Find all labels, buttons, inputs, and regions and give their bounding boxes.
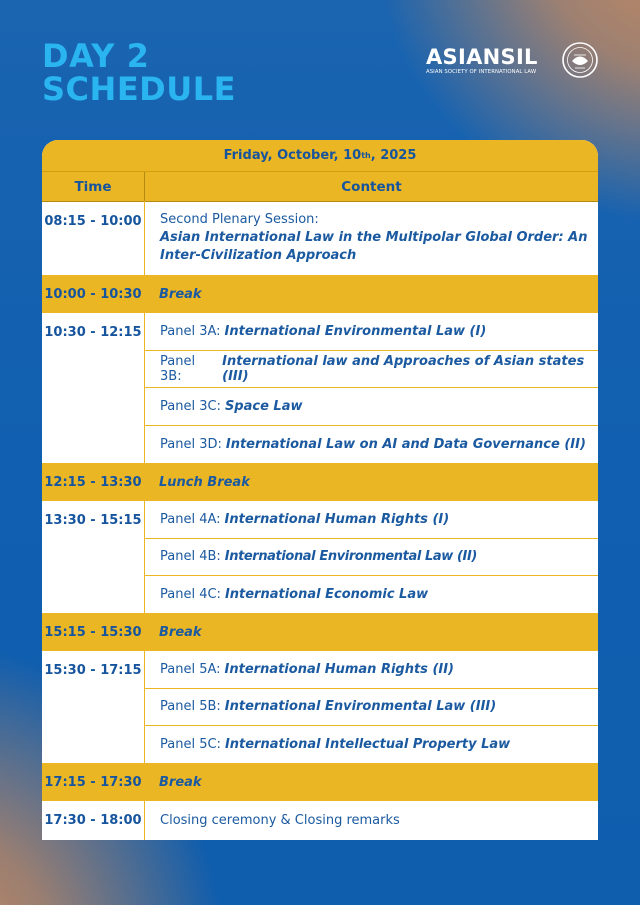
row-time: 08:15 - 10:00 <box>44 214 142 229</box>
panel-item <box>144 351 598 389</box>
date-prefix: Friday, October, 10 <box>223 148 362 163</box>
panel-prefix: Panel 5B: <box>160 699 221 715</box>
col-time-header: Time <box>74 178 112 195</box>
row-content: Break <box>159 624 202 640</box>
row-content: Lunch Break <box>159 474 250 490</box>
panel-item <box>144 501 598 539</box>
panel-item <box>144 313 598 351</box>
row-time: 10:30 - 12:15 <box>44 325 142 340</box>
panel-prefix: Panel 3A: <box>160 323 221 339</box>
break-row <box>42 463 598 501</box>
panel-title: International Environmental Law (I) <box>224 323 487 339</box>
page-title <box>42 37 236 108</box>
title-line-2: SCHEDULE <box>42 70 236 108</box>
panel-title: International law and Approaches of Asian states (III) <box>222 353 585 384</box>
panel-item <box>144 651 598 689</box>
panel-item <box>144 426 598 464</box>
panel-item <box>144 388 598 426</box>
panel-prefix: Panel 4A: <box>160 511 221 527</box>
panel-prefix: Panel 3B: <box>160 353 196 384</box>
column-header-row <box>42 171 598 202</box>
schedule-table <box>42 140 598 840</box>
panel-prefix: Panel 5C: <box>160 737 221 752</box>
panel-title: Space Law <box>224 398 303 414</box>
panel-title: International Environmental Law (III) <box>224 699 497 715</box>
row-time: 17:15 - 17:30 <box>44 774 142 790</box>
row-content: Break <box>159 774 202 790</box>
panel-prefix: Panel 3D: <box>160 436 222 452</box>
break-row <box>42 763 598 801</box>
table-row <box>42 801 598 840</box>
title-line-1: DAY 2 <box>42 37 150 75</box>
date-header <box>42 140 598 171</box>
break-row <box>42 275 598 313</box>
row-content: Closing ceremony & Closing remarks <box>144 801 598 840</box>
table-row <box>42 201 598 275</box>
panel-title: International Environmental Law (II) <box>224 549 477 565</box>
plenary-label: Second Plenary Session: <box>160 212 319 227</box>
panel-title: International Intellectual Property Law <box>224 737 511 752</box>
row-time: 10:00 - 10:30 <box>44 286 142 302</box>
panel-title: International Economic Law <box>224 587 429 602</box>
row-time: 12:15 - 13:30 <box>44 474 142 490</box>
date-suffix: , 2025 <box>370 148 417 163</box>
panel-prefix: Panel 5A: <box>160 661 221 677</box>
plenary-title: Asian International Law in the Multipolar Global Order: An Inter-Civilization Approach <box>160 230 588 263</box>
date-sup: th <box>361 151 371 160</box>
panel-prefix: Panel 4B: <box>160 549 221 565</box>
panel-item <box>144 726 598 763</box>
panel-prefix: Panel 4C: <box>160 587 221 602</box>
panel-prefix: Panel 3C: <box>160 398 221 414</box>
panel-title: International Law on AI and Data Governance (II) <box>225 436 586 452</box>
row-time: 15:30 - 17:15 <box>44 663 142 678</box>
row-time: 17:30 - 18:00 <box>44 813 142 828</box>
panel-item <box>144 576 598 613</box>
break-row <box>42 613 598 651</box>
panel-title: International Human Rights (II) <box>224 661 454 677</box>
col-content-header: Content <box>144 172 598 201</box>
logo-subtitle: ASIAN SOCIETY OF INTERNATIONAL LAW <box>426 69 537 75</box>
row-content <box>144 201 598 275</box>
logo-name: ASIANSIL <box>426 45 538 69</box>
row-time: 13:30 - 15:15 <box>44 513 142 528</box>
row-content: Break <box>159 286 202 302</box>
panel-item <box>144 539 598 577</box>
asiansil-logo <box>426 46 538 75</box>
panel-item <box>144 689 598 727</box>
panel-title: International Human Rights (I) <box>224 511 450 527</box>
row-time: 15:15 - 15:30 <box>44 624 142 640</box>
society-emblem-icon <box>561 41 599 79</box>
